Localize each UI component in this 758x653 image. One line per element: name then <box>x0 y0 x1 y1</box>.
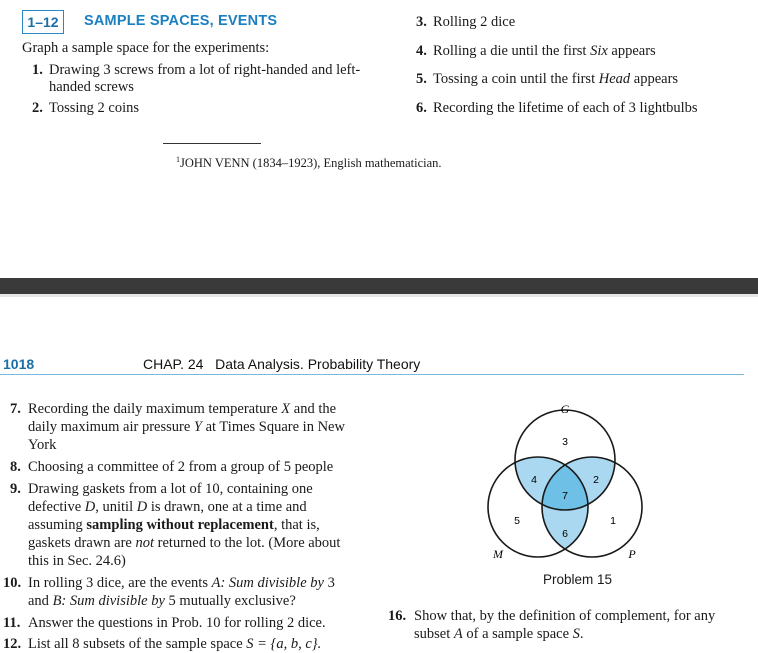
label-g: G <box>560 402 570 416</box>
problem-text: Show that, by the definition of complement, for any <box>414 608 716 624</box>
section-number-box: 1–12 <box>22 10 64 34</box>
problem-text: 5 mutually exclusive? <box>164 593 296 609</box>
problem-text: List all 8 subsets of the sample space <box>28 636 247 652</box>
problem-number: 1. <box>32 62 43 78</box>
problem-7-line2 <box>28 418 345 436</box>
problem-number: 4. <box>416 43 427 59</box>
problem-10 <box>3 574 335 592</box>
variable: S <box>572 626 580 642</box>
variable: Y <box>193 419 202 435</box>
problem-text: , that is, <box>273 517 320 533</box>
page-number: 1018 <box>3 356 35 372</box>
problem-text: and the <box>290 401 337 417</box>
problem-16 <box>388 607 715 625</box>
emphasis: Six <box>590 43 608 59</box>
region-6: 6 <box>562 528 568 540</box>
problem-text: Choosing a committee of 2 from a group of 5 people <box>28 459 334 475</box>
problem-6 <box>416 99 698 117</box>
problem-text: assuming <box>28 517 87 533</box>
problem-text: at Times Square in New <box>201 419 345 435</box>
footnote <box>176 151 442 172</box>
problem-text: Rolling 2 dice <box>433 14 516 30</box>
problem-text: daily maximum air pressure <box>28 419 194 435</box>
problem-text: Rolling a die until the first <box>433 43 591 59</box>
problem-10-line2 <box>28 592 296 610</box>
variable: D <box>84 499 96 515</box>
label-m: M <box>493 547 503 561</box>
problem-number: 12. <box>3 636 22 652</box>
emphasis: B: Sum divisible by <box>52 593 165 609</box>
problem-1 <box>32 61 360 79</box>
region-7: 7 <box>562 490 568 502</box>
problem-text: Tossing a coin until the first <box>433 71 599 87</box>
variable: X <box>281 401 291 417</box>
problem-text: and <box>28 593 53 609</box>
problem-9-line4 <box>28 534 340 552</box>
footnote-text: JOHN VENN (1834–1923), English mathematician. <box>180 156 442 171</box>
footnote-mark: 1 <box>176 155 180 164</box>
problem-number: 5. <box>416 71 427 87</box>
problem-4 <box>416 42 656 60</box>
problem-number: 9. <box>10 481 21 497</box>
emphasis: not <box>135 535 155 551</box>
problem-text: 3 <box>323 575 335 591</box>
problem-9-line3 <box>28 516 320 534</box>
problem-number: 16. <box>388 608 407 624</box>
region-2: 2 <box>593 474 599 486</box>
venn-diagram <box>480 395 650 570</box>
header-rule <box>0 374 744 375</box>
section-title: SAMPLE SPACES, EVENTS <box>84 13 278 29</box>
problem-text: returned to the lot. (More about <box>154 535 341 551</box>
problem-8 <box>10 458 333 476</box>
problem-text: is drawn, one at a time and <box>147 499 307 515</box>
problem-11 <box>3 614 326 632</box>
problem-number: 3. <box>416 14 427 30</box>
emphasis: A: Sum divisible by <box>211 575 324 591</box>
problem-number: 2. <box>32 100 43 116</box>
problem-3 <box>416 13 515 31</box>
problem-5 <box>416 70 678 88</box>
problem-16-line2 <box>414 625 584 643</box>
problem-text: appears <box>630 71 679 87</box>
page-separator <box>0 278 758 294</box>
problem-7 <box>10 400 336 418</box>
problem-number: 6. <box>416 100 427 116</box>
problem-text: Drawing 3 screws from a lot of right-handed and left- <box>49 62 361 78</box>
footnote-rule <box>163 143 261 144</box>
region-3: 3 <box>562 436 568 448</box>
problem-text: Drawing gaskets from a lot of 10, containing one <box>28 481 313 497</box>
problem-text: gaskets drawn are <box>28 535 136 551</box>
problem-text: , unitil <box>95 499 137 515</box>
problem-text: appears <box>607 43 656 59</box>
variable: A <box>453 626 463 642</box>
region-5: 5 <box>514 515 520 527</box>
emphasis: Head <box>598 71 631 87</box>
problem-1-cont: handed screws <box>49 79 134 95</box>
problem-text: subset <box>414 626 454 642</box>
problem-number: 11. <box>3 615 21 631</box>
problem-12 <box>3 635 321 653</box>
variable: D <box>136 499 148 515</box>
chapter-header: CHAP. 24 Data Analysis. Probability Theory <box>143 356 421 372</box>
region-4: 4 <box>531 474 537 486</box>
problem-text: Recording the lifetime of each of 3 lightbulbs <box>433 100 698 116</box>
math-expression: S = {a, b, c}. <box>246 636 322 652</box>
problem-2 <box>32 99 139 117</box>
problem-text: . <box>579 626 584 642</box>
problem-text: Tossing 2 coins <box>49 100 140 116</box>
problem-text: defective <box>28 499 85 515</box>
problem-number: 7. <box>10 401 21 417</box>
problem-text: of a sample space <box>462 626 573 642</box>
page-separator-shadow <box>0 294 758 297</box>
problem-number: 8. <box>10 459 21 475</box>
problem-9-line2 <box>28 498 307 516</box>
venn-caption: Problem 15 <box>543 572 613 587</box>
problem-text: Answer the questions in Prob. 10 for rolling 2 dice. <box>28 615 326 631</box>
problem-text: Recording the daily maximum temperature <box>28 401 282 417</box>
intro-text: Graph a sample space for the experiments: <box>22 40 270 56</box>
bold-term: sampling without replacement <box>86 517 274 533</box>
problem-7-line3: York <box>28 437 57 453</box>
problem-number: 10. <box>3 575 22 591</box>
problem-text: In rolling 3 dice, are the events <box>28 575 212 591</box>
problem-9-line5: this in Sec. 24.6) <box>28 553 126 569</box>
problem-9 <box>10 480 313 498</box>
region-1: 1 <box>610 515 616 527</box>
label-p: P <box>628 547 636 561</box>
